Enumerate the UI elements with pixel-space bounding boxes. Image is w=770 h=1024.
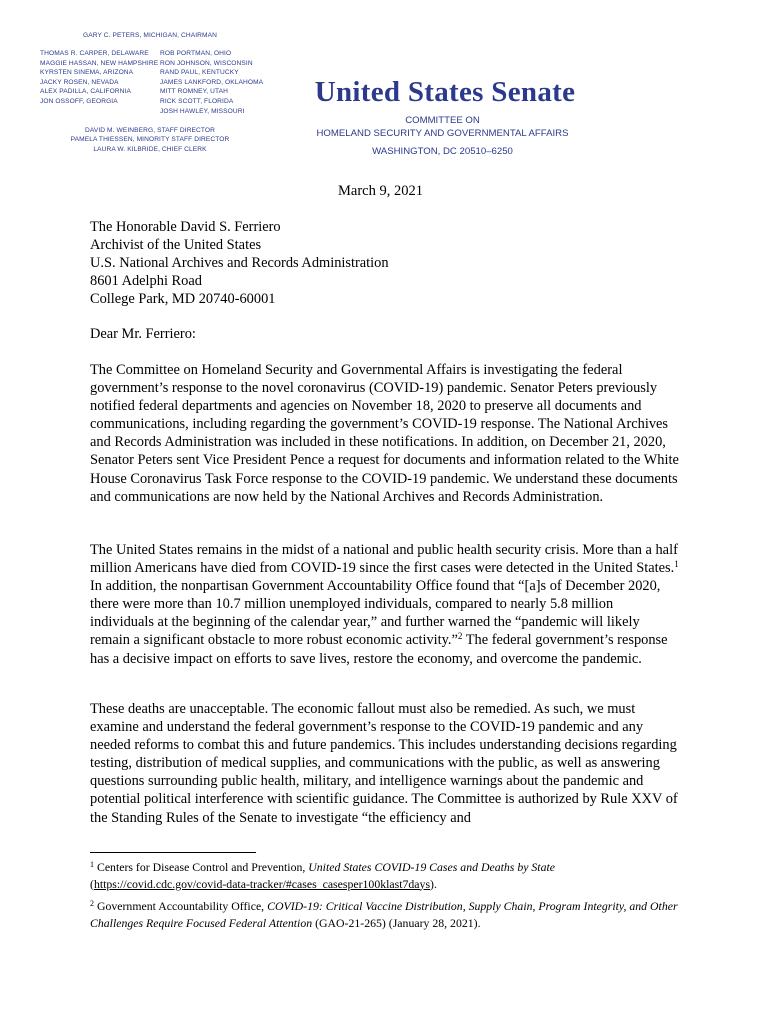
- member-name: JAMES LANKFORD, OKLAHOMA: [160, 78, 264, 86]
- footnote-text: ).: [430, 876, 437, 891]
- footnote-text: Centers for Disease Control and Prevention,: [94, 860, 309, 874]
- member-name: MITT ROMNEY, UTAH: [160, 88, 229, 96]
- footnote-divider: [90, 852, 256, 853]
- footnote-text: (GAO-21-265) (January 28, 2021).: [312, 915, 481, 930]
- recipient-line: Archivist of the United States: [90, 237, 262, 254]
- staff-list: [40, 126, 260, 154]
- paragraph-3: These deaths are unacceptable. The economic fallout must also be remedied. As such, we must examine and understand the federal government’s response to the COVID-19 pandemic and any needed reforms to combat this and future pandemics. This includes understanding decisions regarding testing, distribution of medical supplies, and communications with the public, as well as answering questions surrounding public health, military, and intelligence warnings about the pandemic and potential political interference with scientific guidance. The Committee is authorized by Rule XXV of the Standing Rules of the Senate to investigate “the efficiency and: [90, 701, 678, 826]
- committee-name: [290, 114, 595, 140]
- member-name: THOMAS R. CARPER, DELAWARE: [40, 50, 149, 57]
- paragraph-2-text: In addition, the nonpartisan Government Accountability Office found that “[a]s of December 2020, there were more than 10.7 million unemployed individuals, compared to nearly 5.8 million individuals at the beginning of the calendar year,” and further warned the “pandemic will likely remain a significant obstacle to more robust economic activity.”: [90, 578, 661, 649]
- member-name: JOSH HAWLEY, MISSOURI: [160, 107, 245, 115]
- footnote-ref-2: 2: [457, 631, 463, 642]
- member-name: KYRSTEN SINEMA, ARIZONA: [40, 69, 134, 77]
- recipient-address: [90, 218, 680, 308]
- footnote-text: Government Accountability Office,: [94, 899, 268, 913]
- footnote-title: COVID-19: Critical Vaccine Distribution, Supply Chain, Program Integrity, and Other Challenges Require Focused Federal Attention: [90, 899, 678, 930]
- staff-name: LAURA W. KILBRIDE, CHIEF CLERK: [93, 145, 207, 153]
- salutation: Dear Mr. Ferriero:: [90, 326, 196, 342]
- majority-members-list: [40, 49, 158, 107]
- recipient-line: 8601 Adelphi Road: [90, 273, 202, 290]
- committee-line: HOMELAND SECURITY AND GOVERNMENTAL AFFAIRS: [316, 128, 569, 139]
- paragraph-2-text: The United States remains in the midst of a national and public health security crisis. More than a half million Americans have died from COVID-19 since the first cases were detected in the United States.: [90, 542, 678, 577]
- paragraph-1: The Committee on Homeland Security and Governmental Affairs is investigating the federal government’s response to the novel coronavirus (COVID-19) pandemic. Senator Peters previously notified federal departments and agencies on November 18, 2020 to preserve all documents and communications, including regarding the government’s COVID-19 response. The National Archives and Records Administration was included in these notifications. In addition, on December 21, 2020, Senator Peters sent Vice President Pence a request for documents and information related to the White House Coronavirus Task Force response to the COVID-19 pandemic. We understand these documents and communications are now held by the National Archives and Records Administration.: [90, 362, 679, 505]
- recipient-line: College Park, MD 20740-60001: [90, 291, 276, 308]
- committee-line: COMMITTEE ON: [405, 115, 480, 126]
- member-name: RAND PAUL, KENTUCKY: [160, 69, 239, 77]
- minority-members-list: [160, 49, 263, 116]
- footnote-number: 1: [90, 860, 94, 869]
- member-name: RON JOHNSON, WISCONSIN: [160, 59, 253, 67]
- committee-address: WASHINGTON, DC 20510–6250: [372, 146, 513, 157]
- member-name: JON OSSOFF, GEORGIA: [40, 97, 118, 105]
- member-name: MAGGIE HASSAN, NEW HAMPSHIRE: [40, 59, 159, 67]
- senate-title: United States Senate: [314, 76, 576, 108]
- paragraph-2-text: The federal government’s response has a decisive impact on efforts to save lives, restore the economy, and overcome the pandemic.: [90, 632, 668, 667]
- member-name: RICK SCOTT, FLORIDA: [160, 97, 234, 105]
- paragraph-2: [90, 541, 680, 668]
- member-name: JACKY ROSEN, NEVADA: [40, 78, 119, 86]
- footnote-link[interactable]: https://covid.cdc.gov/covid-data-tracker/#cases_casesper100klast7days: [93, 876, 431, 891]
- footnote-ref-1: 1: [674, 559, 679, 570]
- footnote-text: (: [90, 876, 94, 891]
- letter-date: March 9, 2021: [338, 183, 423, 199]
- member-name: ROB PORTMAN, OHIO: [160, 50, 232, 57]
- footnote-2: [90, 898, 680, 931]
- staff-name: PAMELA THIESSEN, MINORITY STAFF DIRECTOR: [70, 136, 230, 144]
- footnote-title: United States COVID-19 Cases and Deaths by State: [308, 860, 555, 874]
- footnote-number: 2: [90, 899, 94, 908]
- staff-name: DAVID M. WEINBERG, STAFF DIRECTOR: [84, 127, 216, 134]
- recipient-line: U.S. National Archives and Records Administration: [90, 255, 389, 272]
- recipient-line: The Honorable David S. Ferriero: [90, 219, 281, 235]
- member-name: ALEX PADILLA, CALIFORNIA: [40, 88, 131, 96]
- footnote-1: [90, 859, 680, 892]
- committee-chairman: GARY C. PETERS, MICHIGAN, CHAIRMAN: [83, 32, 217, 39]
